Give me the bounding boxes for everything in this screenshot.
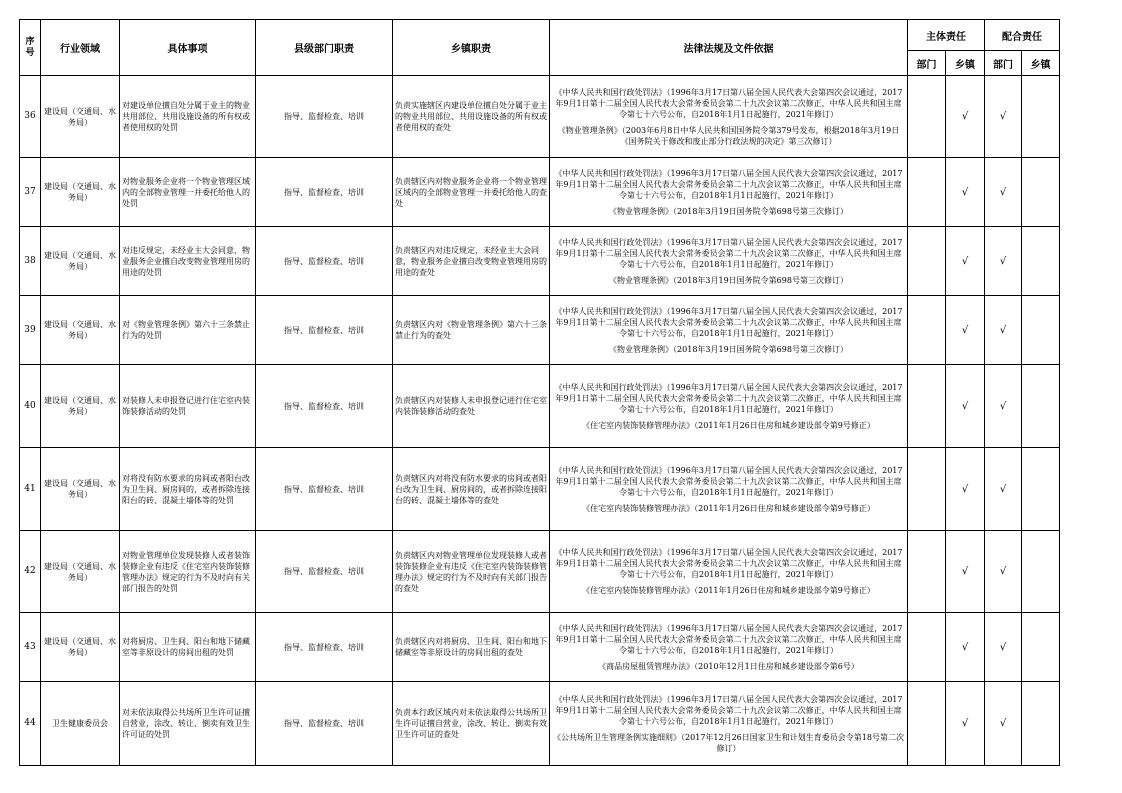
header-sector: 行业领域	[41, 20, 120, 76]
row-number: 37	[20, 158, 41, 227]
table-row	[20, 227, 1060, 296]
law-basis-primary: 《中华人民共和国行政处罚法》（1996年3月17日第八届全国人民代表大会第四次会议通过，2017年9月1日第十二届全国人民代表大会常务委员会第二十九次会议第二次修正，中华人民共和国主席令第七十六号公布，自2018年1月1日起施行，2021年修订）	[554, 694, 903, 726]
town-duty-cell: 负责辖区内对物业服务企业将一个物业管理区域内的全部物业管理一并委托给他人的查处	[393, 158, 550, 227]
law-basis-cell	[550, 296, 908, 365]
header-seq: 序号	[20, 20, 41, 76]
row-number: 38	[20, 227, 41, 296]
item-cell: 对将没有防水要求的房间或者阳台改为卫生间、厨房间的，或者拆除连接阳台的砖、混凝土墙体等的处罚	[120, 448, 256, 531]
header-primary-township: 乡镇	[946, 51, 985, 76]
primary-dept-check	[908, 682, 946, 766]
law-basis-secondary: 《住宅室内装饰装修管理办法》（2011年1月26日住房和城乡建设部令第9号修正）	[582, 503, 875, 513]
town-duty-cell: 负责辖区内对物业管理单位发现装修人或者装饰装修企业有违反《住宅室内装饰装修管理办法》规定的行为不及时向有关部门报告的查处	[393, 531, 550, 613]
law-basis-secondary: 《物业管理条例》（2018年3月19日国务院令第698号第三次修订）	[609, 206, 848, 216]
item-cell: 对物业管理单位发现装修人或者装饰装修企业有违反《住宅室内装饰装修管理办法》规定的行为不及时向有关部门报告的处罚	[120, 531, 256, 613]
law-basis-secondary: 《公共场所卫生管理条例实施细则》（2017年12月26日国家卫生和计划生育委员会令第18号第二次修订）	[553, 732, 904, 753]
item-cell: 对物业服务企业将一个物业管理区域内的全部物业管理一并委托给他人的处罚	[120, 158, 256, 227]
law-basis-cell	[550, 448, 908, 531]
county-duty-cell: 指导、监督检查、培训	[256, 158, 393, 227]
town-duty-cell: 负责辖区内对《物业管理条例》第六十三条禁止行为的查处	[393, 296, 550, 365]
county-duty-cell: 指导、监督检查、培训	[256, 682, 393, 766]
header-law: 法律法规及文件依据	[550, 20, 908, 76]
law-basis-secondary: 《物业管理条例》（2003年6月8日中华人民共和国国务院令第379号发布，根据2018年3月19日《国务院关于修改和废止部分行政法规的决定》第三次修订）	[557, 125, 900, 146]
primary-town-check: √	[946, 227, 985, 296]
law-basis-cell	[550, 682, 908, 766]
responsibility-table	[19, 19, 1060, 766]
item-cell: 对《物业管理条例》第六十三条禁止行为的处罚	[120, 296, 256, 365]
row-number: 42	[20, 531, 41, 613]
law-basis-primary: 《中华人民共和国行政处罚法》（1996年3月17日第八届全国人民代表大会第四次会议通过，2017年9月1日第十二届全国人民代表大会常务委员会第二十九次会议第二次修正，中华人民共和国主席令第七十六号公布，自2018年1月1日起施行，2021年修订）	[554, 548, 903, 579]
law-basis-cell	[550, 227, 908, 296]
table-row	[20, 531, 1060, 613]
law-basis-primary: 《中华人民共和国行政处罚法》（1996年3月17日第八届全国人民代表大会第四次会议通过，2017年9月1日第十二届全国人民代表大会常务委员会第二十九次会议第二次修正，中华人民共和国主席令第七十六号公布，自2018年1月1日起施行，2021年修订）	[554, 306, 903, 338]
coop-dept-check: √	[985, 296, 1022, 365]
header-cooperate: 配合责任	[985, 20, 1060, 51]
header-coop-township: 乡镇	[1022, 51, 1060, 76]
primary-town-check: √	[946, 365, 985, 448]
coop-dept-check: √	[985, 365, 1022, 448]
law-basis-secondary: 《物业管理条例》（2018年3月19日国务院令第698号第三次修订）	[609, 275, 848, 285]
law-basis-cell	[550, 531, 908, 613]
item-cell: 对违反规定，未经业主大会同意，物业服务企业擅自改变物业管理用房的用途的处罚	[120, 227, 256, 296]
town-duty-cell: 负责辖区内对将厨房、卫生间、阳台和地下储藏室等非原设计的房间出租的查处	[393, 613, 550, 682]
table-row	[20, 76, 1060, 158]
sector-cell: 建设局（交通局、水务局）	[41, 365, 120, 448]
sector-cell: 建设局（交通局、水务局）	[41, 76, 120, 158]
county-duty-cell: 指导、监督检查、培训	[256, 296, 393, 365]
header-coop-dept: 部门	[985, 51, 1022, 76]
primary-dept-check	[908, 365, 946, 448]
primary-town-check: √	[946, 448, 985, 531]
law-basis-primary: 《中华人民共和国行政处罚法》（1996年3月17日第八届全国人民代表大会第四次会议通过，2017年9月1日第十二届全国人民代表大会常务委员会第二十九次会议第二次修正，中华人民共和国主席令第七十六号公布，自2018年1月1日起施行，2021年修订）	[554, 382, 903, 414]
header-primary: 主体责任	[908, 20, 985, 51]
sector-cell: 建设局（交通局、水务局）	[41, 227, 120, 296]
sector-cell: 建设局（交通局、水务局）	[41, 613, 120, 682]
primary-dept-check	[908, 531, 946, 613]
sector-cell: 建设局（交通局、水务局）	[41, 531, 120, 613]
item-cell: 对建设单位擅自处分属于业主的物业共用部位、共用设施设备的所有权或者使用权的处罚	[120, 76, 256, 158]
primary-dept-check	[908, 448, 946, 531]
law-basis-primary: 《中华人民共和国行政处罚法》（1996年3月17日第八届全国人民代表大会第四次会议通过，2017年9月1日第十二届全国人民代表大会常务委员会第二十九次会议第二次修正，中华人民共和国主席令第七十六号公布，自2018年1月1日起施行，2021年修订）	[554, 168, 903, 200]
primary-town-check: √	[946, 531, 985, 613]
coop-town-check	[1022, 158, 1060, 227]
primary-town-check: √	[946, 613, 985, 682]
primary-town-check: √	[946, 296, 985, 365]
sector-cell: 建设局（交通局、水务局）	[41, 158, 120, 227]
responsibility-table-sheet	[19, 19, 1060, 766]
coop-dept-check: √	[985, 448, 1022, 531]
county-duty-cell: 指导、监督检查、培训	[256, 531, 393, 613]
law-basis-primary: 《中华人民共和国行政处罚法》（1996年3月17日第八届全国人民代表大会第四次会议通过，2017年9月1日第十二届全国人民代表大会常务委员会第二十九次会议第二次修正，中华人民共和国主席令第七十六号公布，自2018年1月1日起施行，2021年修订）	[554, 623, 903, 655]
primary-town-check: √	[946, 76, 985, 158]
table-body	[20, 76, 1060, 766]
row-number: 41	[20, 448, 41, 531]
sector-cell: 建设局（交通局、水务局）	[41, 448, 120, 531]
primary-dept-check	[908, 76, 946, 158]
town-duty-cell: 负责辖区内对将没有防水要求的房间或者阳台改为卫生间、厨房间的，或者拆除连接阳台的砖、混凝土墙体等的查处	[393, 448, 550, 531]
primary-town-check: √	[946, 158, 985, 227]
county-duty-cell: 指导、监督检查、培训	[256, 76, 393, 158]
primary-dept-check	[908, 613, 946, 682]
law-basis-primary: 《中华人民共和国行政处罚法》（1996年3月17日第八届全国人民代表大会第四次会议通过，2017年9月1日第十二届全国人民代表大会常务委员会第二十九次会议第二次修正，中华人民共和国主席令第七十六号公布，自2018年1月1日起施行，2021年修订）	[554, 237, 903, 269]
coop-town-check	[1022, 365, 1060, 448]
town-duty-cell: 负责辖区内对装修人未申报登记进行住宅室内装饰装修活动的查处	[393, 365, 550, 448]
row-number: 36	[20, 76, 41, 158]
coop-town-check	[1022, 448, 1060, 531]
town-duty-cell: 负责实施辖区内建设单位擅自处分属于业主的物业共用部位、共用设施设备的所有权或者使用权的查处	[393, 76, 550, 158]
coop-town-check	[1022, 296, 1060, 365]
primary-dept-check	[908, 296, 946, 365]
coop-dept-check: √	[985, 682, 1022, 766]
law-basis-secondary: 《住宅室内装饰装修管理办法》（2011年1月26日住房和城乡建设部令第9号修正）	[582, 420, 875, 430]
coop-town-check	[1022, 227, 1060, 296]
table-row	[20, 365, 1060, 448]
coop-dept-check: √	[985, 613, 1022, 682]
law-basis-secondary: 《住宅室内装饰装修管理办法》（2011年1月26日住房和城乡建设部令第9号修正）	[582, 586, 875, 595]
town-duty-cell: 负责辖区内对违反规定，未经业主大会同意，物业服务企业擅自改变物业管理用房的用途的查处	[393, 227, 550, 296]
item-cell: 对未依法取得公共场所卫生许可证擅自营业，涂改、转让、倒卖有效卫生许可证的处罚	[120, 682, 256, 766]
item-cell: 对装修人未申报登记进行住宅室内装饰装修活动的处罚	[120, 365, 256, 448]
sector-cell: 建设局（交通局、水务局）	[41, 296, 120, 365]
county-duty-cell: 指导、监督检查、培训	[256, 613, 393, 682]
header-item: 具体事项	[120, 20, 256, 76]
header-primary-dept: 部门	[908, 51, 946, 76]
coop-town-check	[1022, 531, 1060, 613]
coop-dept-check: √	[985, 158, 1022, 227]
law-basis-cell	[550, 158, 908, 227]
town-duty-cell: 负责本行政区域内对未依法取得公共场所卫生许可证擅自营业，涂改、转让、倒卖有效卫生许可证的查处	[393, 682, 550, 766]
coop-dept-check: √	[985, 531, 1022, 613]
county-duty-cell: 指导、监督检查、培训	[256, 448, 393, 531]
table-row	[20, 682, 1060, 766]
row-number: 39	[20, 296, 41, 365]
primary-dept-check	[908, 227, 946, 296]
county-duty-cell: 指导、监督检查、培训	[256, 227, 393, 296]
coop-town-check	[1022, 613, 1060, 682]
row-number: 40	[20, 365, 41, 448]
row-number: 43	[20, 613, 41, 682]
row-number: 44	[20, 682, 41, 766]
primary-dept-check	[908, 158, 946, 227]
law-basis-cell	[550, 76, 908, 158]
primary-town-check: √	[946, 682, 985, 766]
county-duty-cell: 指导、监督检查、培训	[256, 365, 393, 448]
coop-dept-check: √	[985, 76, 1022, 158]
law-basis-secondary: 《物业管理条例》（2018年3月19日国务院令第698号第三次修订）	[609, 344, 848, 354]
header-town: 乡镇职责	[393, 20, 550, 76]
table-row	[20, 613, 1060, 682]
law-basis-cell	[550, 613, 908, 682]
coop-town-check	[1022, 76, 1060, 158]
law-basis-primary: 《中华人民共和国行政处罚法》（1996年3月17日第八届全国人民代表大会第四次会议通过，2017年9月1日第十二届全国人民代表大会常务委员会第二十九次会议第二次修正，中华人民共和国主席令第七十六号公布，自2018年1月1日起施行，2021年修订）	[554, 465, 903, 497]
sector-cell: 卫生健康委员会	[41, 682, 120, 766]
item-cell: 对将厨房、卫生间、阳台和地下储藏室等非原设计的房间出租的处罚	[120, 613, 256, 682]
table-row	[20, 158, 1060, 227]
coop-dept-check: √	[985, 227, 1022, 296]
law-basis-primary: 《中华人民共和国行政处罚法》（1996年3月17日第八届全国人民代表大会第四次会议通过，2017年9月1日第十二届全国人民代表大会常务委员会第二十九次会议第二次修正，中华人民共和国主席令第七十六号公布，自2018年1月1日起施行，2021年修订）	[554, 87, 903, 119]
coop-town-check	[1022, 682, 1060, 766]
table-row	[20, 296, 1060, 365]
law-basis-secondary: 《商品房屋租赁管理办法》（2010年12月1日住房和城乡建设部令第6号）	[598, 661, 859, 671]
header-county: 县级部门职责	[256, 20, 393, 76]
law-basis-cell	[550, 365, 908, 448]
table-row	[20, 448, 1060, 531]
